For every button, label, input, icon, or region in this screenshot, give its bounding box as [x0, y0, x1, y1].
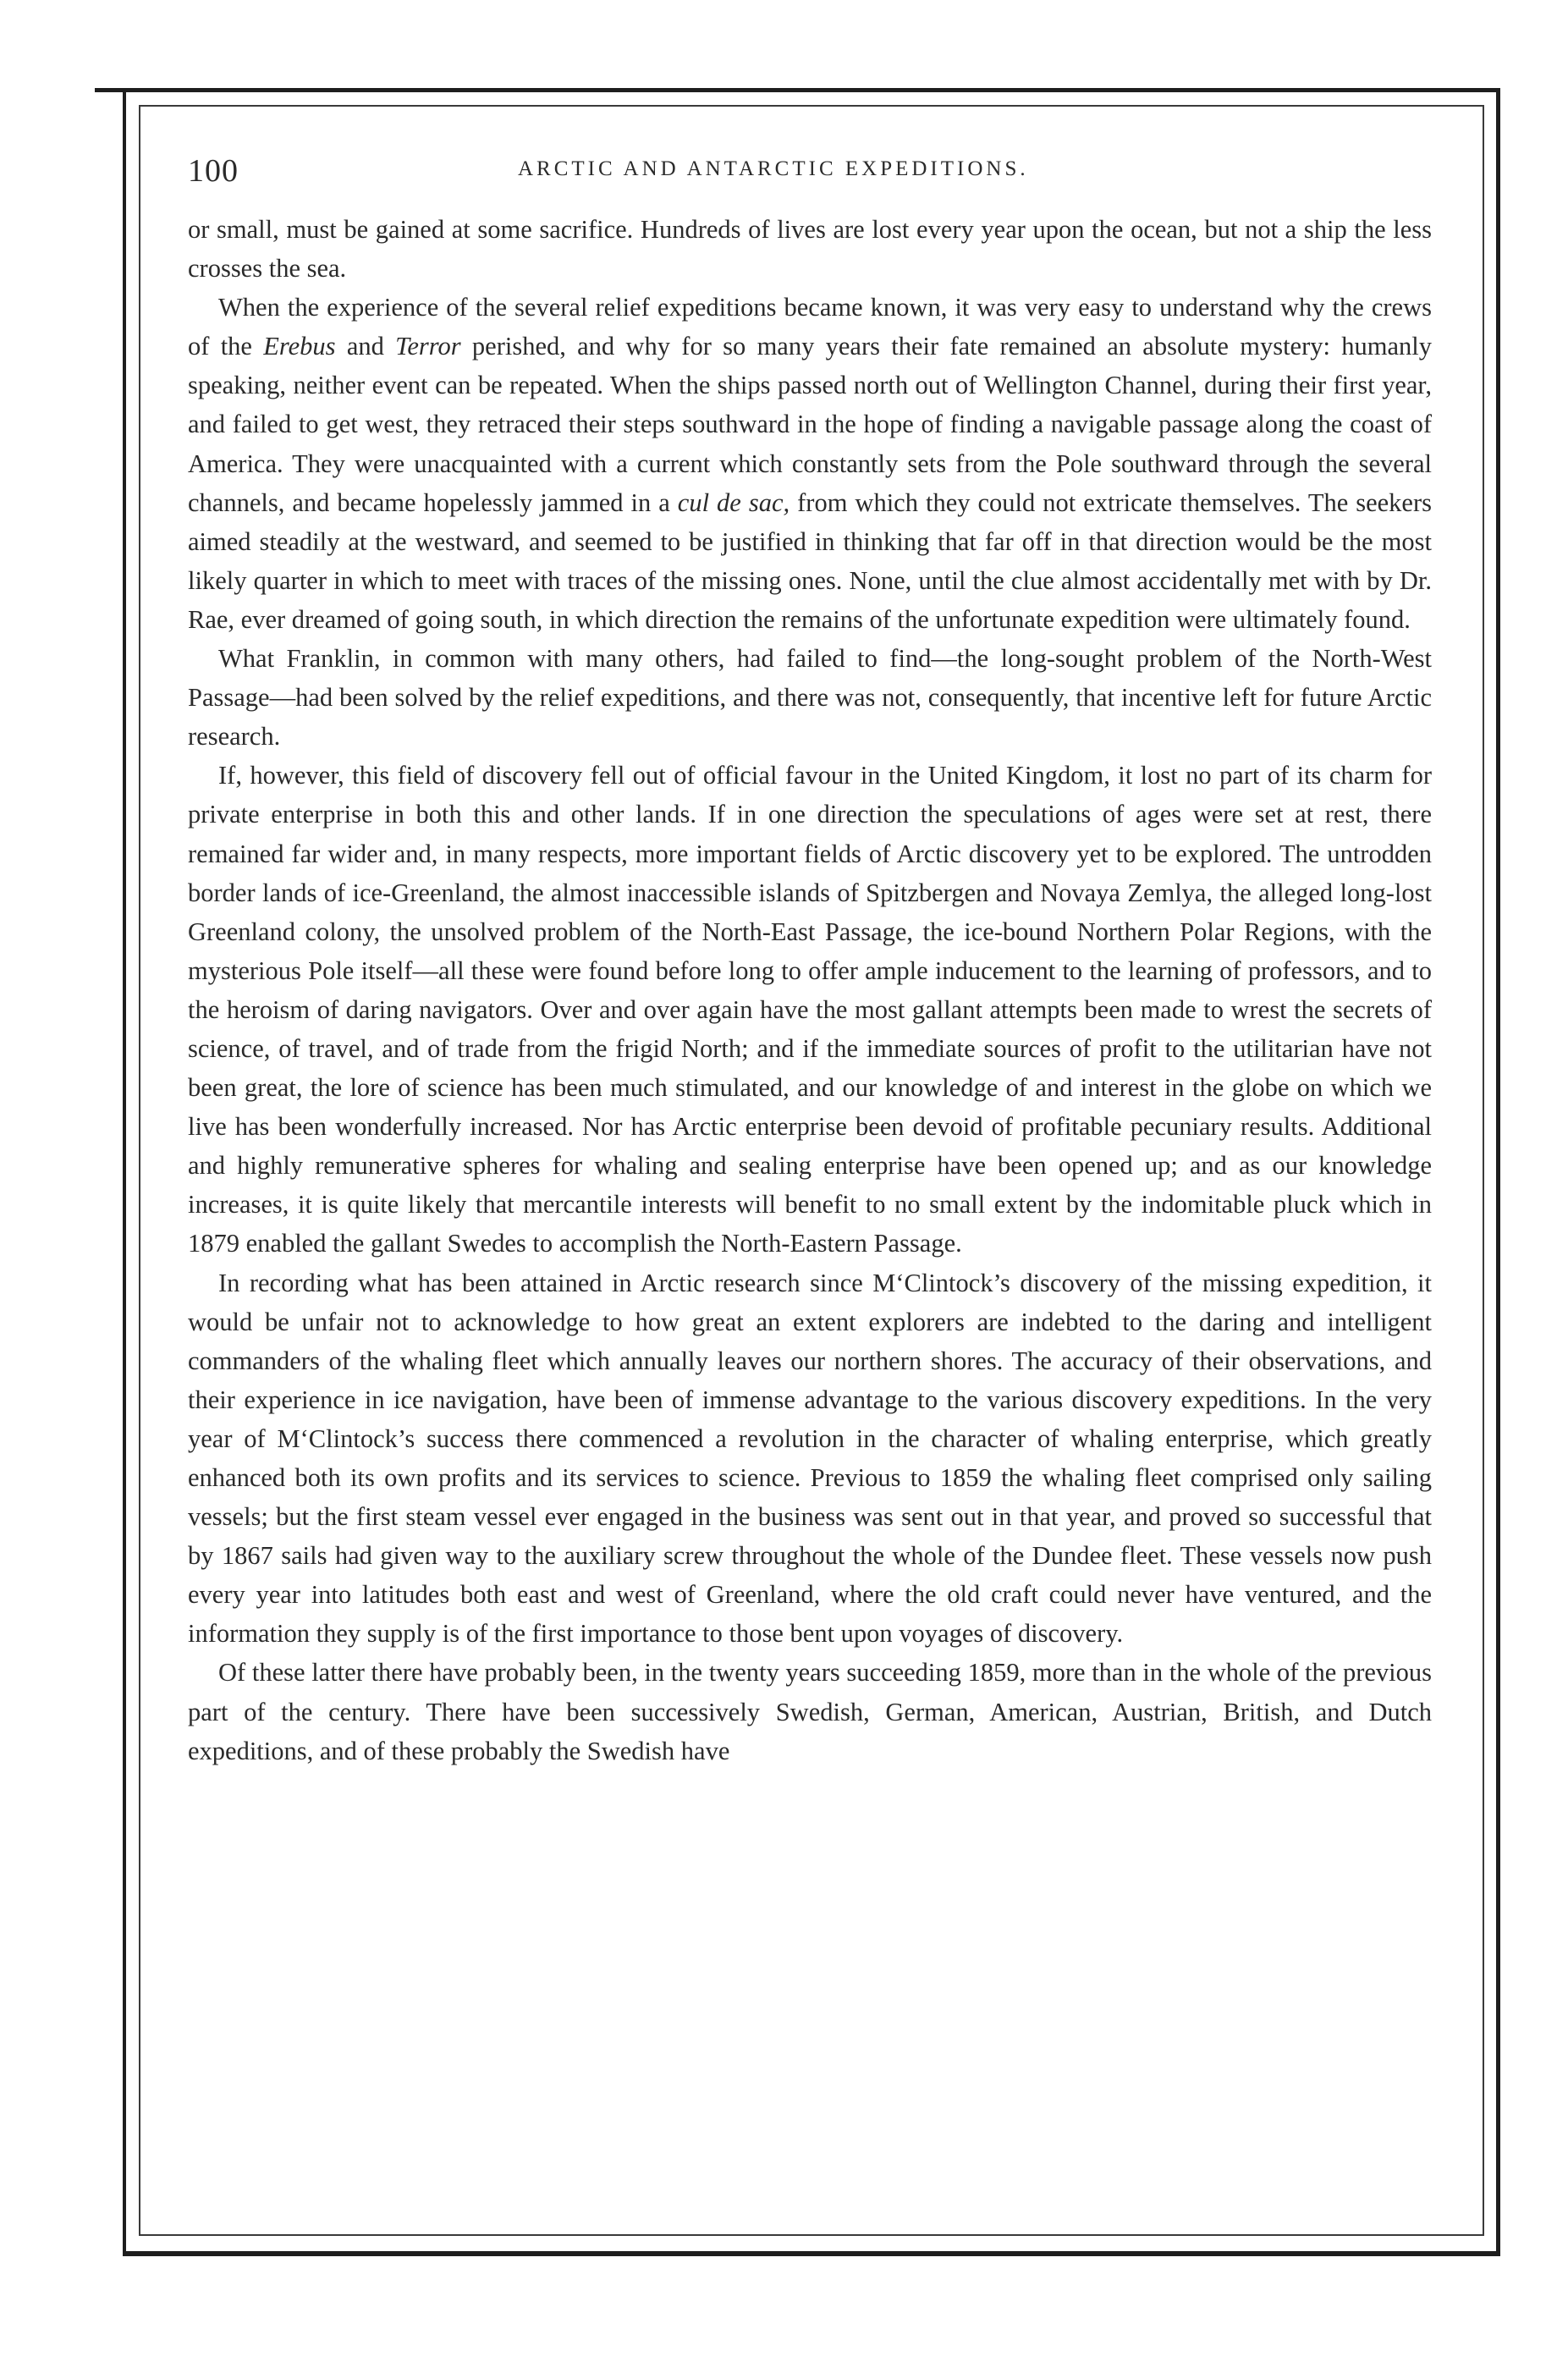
text-segment: from which they could not extricate themselves. The seekers aimed steadily at the westward, and seemed to be justified in thinking that far off in that direction would be the most likely quarter in which to meet with traces of the missing ones. None, until the clue almost accidentally met with by Dr. Rae, ever dreamed of going south, in which direction the remains of the unfortunate expedition were ultimately found.	[188, 487, 1432, 634]
italic-text-segment: cul de sac,	[677, 487, 790, 517]
text-segment: Of these latter there have probably been, in the twenty years succeeding 1859, more than in the whole of the previous part of the century. There have been successively Swedish, German, American, Austrian, British, and Dutch expeditions, and of these probably the Swedish have	[188, 1658, 1432, 1765]
page-frame-inner-left-rule	[139, 105, 140, 2236]
page-frame-bottom-rule	[124, 2251, 1499, 2256]
text-segment: and	[335, 332, 396, 361]
italic-text-segment: Terror	[395, 332, 461, 361]
page-frame-left-rule	[123, 88, 126, 2256]
text-segment: or small, must be gained at some sacrifice. Hundreds of lives are lost every year upon the ocean, but not a ship the less crosses the sea.	[188, 215, 1432, 284]
paragraph-p4	[188, 756, 1432, 1263]
page-frame-inner-top-rule	[139, 105, 1484, 107]
italic-text-segment: Erebus	[263, 332, 336, 361]
paragraph-p6	[188, 1653, 1432, 1770]
paragraph-p2	[188, 288, 1432, 639]
paragraph-p1	[188, 210, 1432, 288]
text-segment: perished, and why for so many years their fate remained an absolute mystery: humanly speaking, neither event can be repeated. When the ships passed north out of Wellington Channel, during their first year, and failed to get west, they retraced their steps southward in the hope of finding a navigable passage along the coast of America. They were unacquainted with a current which constantly sets from the Pole southward through the several channels, and became hopelessly jammed in a	[188, 332, 1432, 517]
text-segment: What Franklin, in common with many others, had failed to find—the long-sought problem of the North-West Passage—had been solved by the relief expeditions, and there was not, consequently, that incentive left for future Arctic research.	[188, 644, 1432, 752]
page-frame-right-rule	[1496, 88, 1500, 2256]
page-frame-inner-bottom-rule	[139, 2234, 1484, 2236]
running-title: ARCTIC AND ANTARCTIC EXPEDITIONS.	[518, 157, 1029, 180]
paragraph-p5	[188, 1264, 1432, 1654]
text-segment: When the experience of the several relief expeditions became known, it was very easy to understand why the crews of the	[188, 293, 1432, 361]
page-frame-inner-right-rule	[1483, 105, 1484, 2236]
page-frame-top-rule	[95, 88, 1499, 92]
page-body-text	[188, 210, 1432, 1770]
page-number: 100	[188, 153, 239, 189]
text-segment: In recording what has been attained in Arctic research since M‘Clintock’s discovery of the missing expedition, it would be unfair not to acknowledge to how great an extent explorers are indebted to the daring and intelligent commanders of the whaling fleet which annually leaves our northern shores. The accuracy of their observations, and their experience in ice navigation, have been of immense advantage to the various discovery expeditions. In the very year of M‘Clintock’s success there commenced a revolution in the character of whaling enterprise, which greatly enhanced both its own profits and its services to science. Previous to 1859 the whaling fleet comprised only sailing vessels; but the first steam vessel ever engaged in the business was sent out in that year, and proved so successful that by 1867 sails had given way to the auxiliary screw throughout the whole of the Dundee fleet. These vessels now push every year into latitudes both east and west of Greenland, where the old craft could never have ventured, and the information they supply is of the first importance to those bent upon voyages of discovery.	[188, 1268, 1432, 1649]
page-header	[188, 152, 1432, 195]
text-segment: If, however, this field of discovery fell out of official favour in the United Kingdom, it lost no part of its charm for private enterprise in both this and other lands. If in one direction the speculations of ages were set at rest, there remained far wider and, in many respects, more important fields of Arctic discovery yet to be explored. The untrodden border lands of ice-Greenland, the almost inaccessible islands of Spitzbergen and Novaya Zemlya, the alleged long-lost Greenland colony, the unsolved problem of the North-East Passage, the ice-bound Northern Polar Regions, with the mysterious Pole itself—all these were found before long to offer ample inducement to the learning of professors, and to the heroism of daring navigators. Over and over again have the most gallant attempts been made to wrest the secrets of science, of travel, and of trade from the frigid North; and if the immediate sources of profit to the utilitarian have not been great, the lore of science has been much stimulated, and our knowledge of and interest in the globe on which we live has been wonderfully increased. Nor has Arctic enterprise been devoid of profitable pecuniary results. Additional and highly remunerative spheres for whaling and sealing enterprise have been opened up; and as our knowledge increases, it is quite likely that mercantile interests will benefit to no small extent by the indomitable pluck which in 1879 enabled the gallant Swedes to accomplish the North-Eastern Passage.	[188, 761, 1432, 1258]
paragraph-p3	[188, 639, 1432, 756]
